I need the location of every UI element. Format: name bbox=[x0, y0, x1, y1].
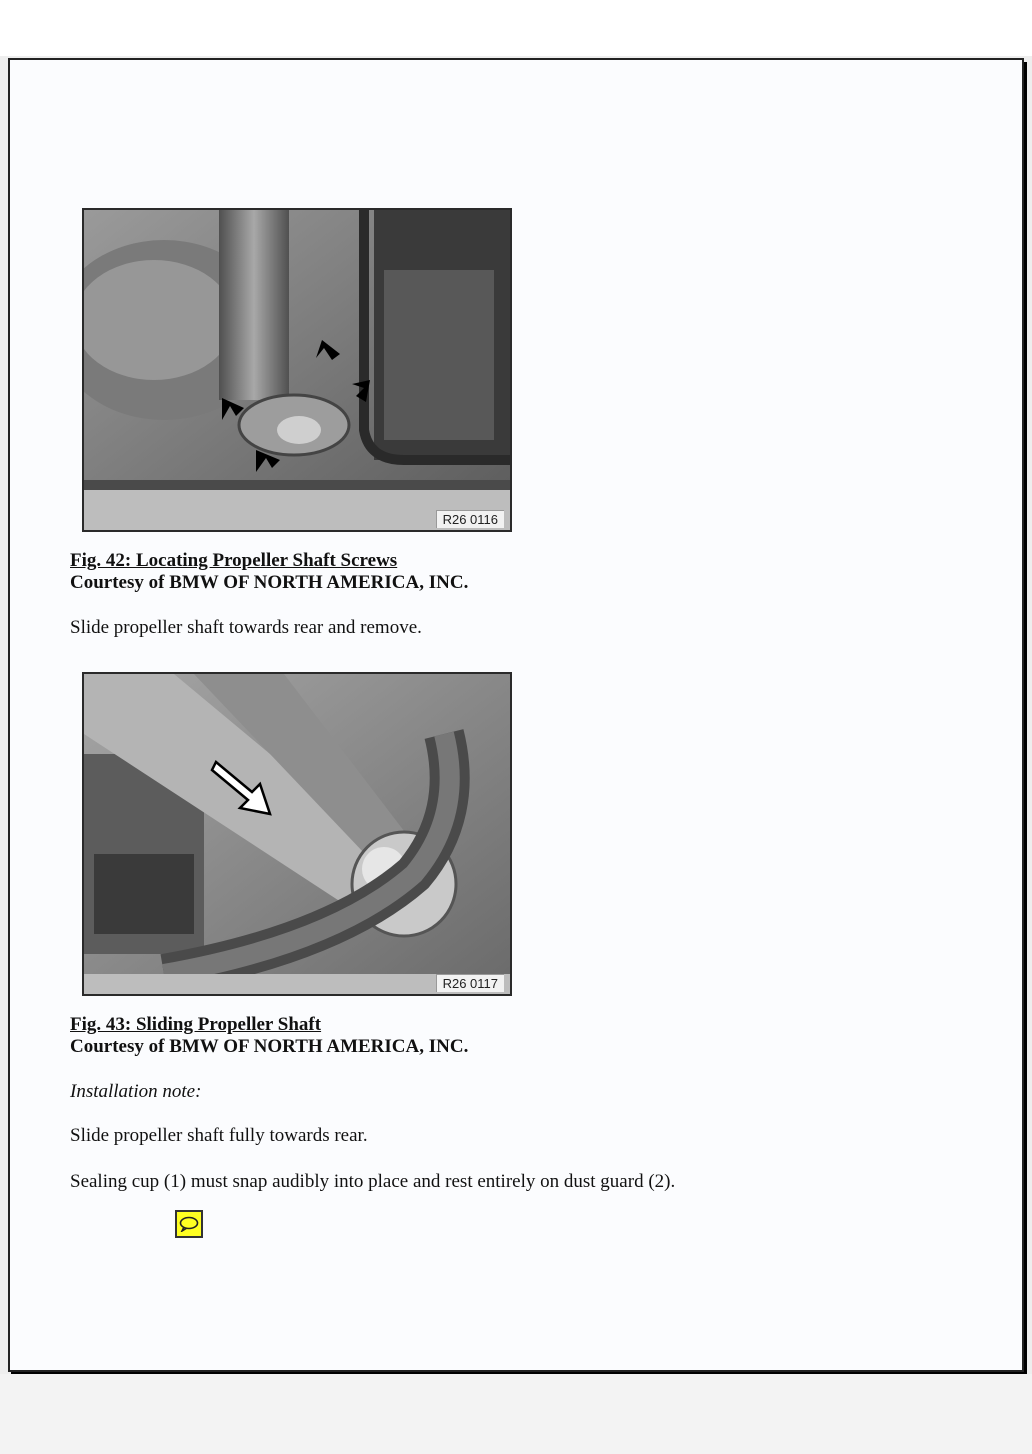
figure-43-caption-title: Fig. 43: Sliding Propeller Shaft bbox=[70, 1014, 322, 1035]
paragraph-remove-shaft: Slide propeller shaft towards rear and remove. bbox=[70, 617, 422, 638]
figure-43-illustration bbox=[84, 674, 510, 994]
paragraph-slide-fully: Slide propeller shaft fully towards rear. bbox=[70, 1125, 368, 1146]
figure-43-courtesy: Courtesy of BMW OF NORTH AMERICA, INC. bbox=[70, 1036, 469, 1057]
figure-43-code: R26 0117 bbox=[436, 974, 504, 992]
figure-42-illustration bbox=[84, 210, 510, 530]
figure-43-caption bbox=[70, 1014, 468, 1058]
document-page bbox=[8, 58, 1024, 1372]
installation-note-heading: Installation note: bbox=[70, 1081, 202, 1102]
figure-42-code: R26 0116 bbox=[436, 510, 504, 528]
figure-42-courtesy: Courtesy of BMW OF NORTH AMERICA, INC. bbox=[70, 572, 469, 593]
comment-note-icon[interactable] bbox=[175, 1210, 203, 1238]
figure-42-caption bbox=[70, 550, 468, 594]
viewer-bottom-margin bbox=[0, 1374, 1032, 1454]
paragraph-sealing-cup: Sealing cup (1) must snap audibly into place and rest entirely on dust guard (2). bbox=[70, 1171, 676, 1192]
viewer-top-margin bbox=[0, 0, 1032, 56]
speech-bubble-icon bbox=[179, 1216, 199, 1232]
figure-42-image bbox=[82, 208, 512, 532]
figure-43-image bbox=[82, 672, 512, 996]
figure-42-caption-title: Fig. 42: Locating Propeller Shaft Screws bbox=[70, 550, 398, 571]
